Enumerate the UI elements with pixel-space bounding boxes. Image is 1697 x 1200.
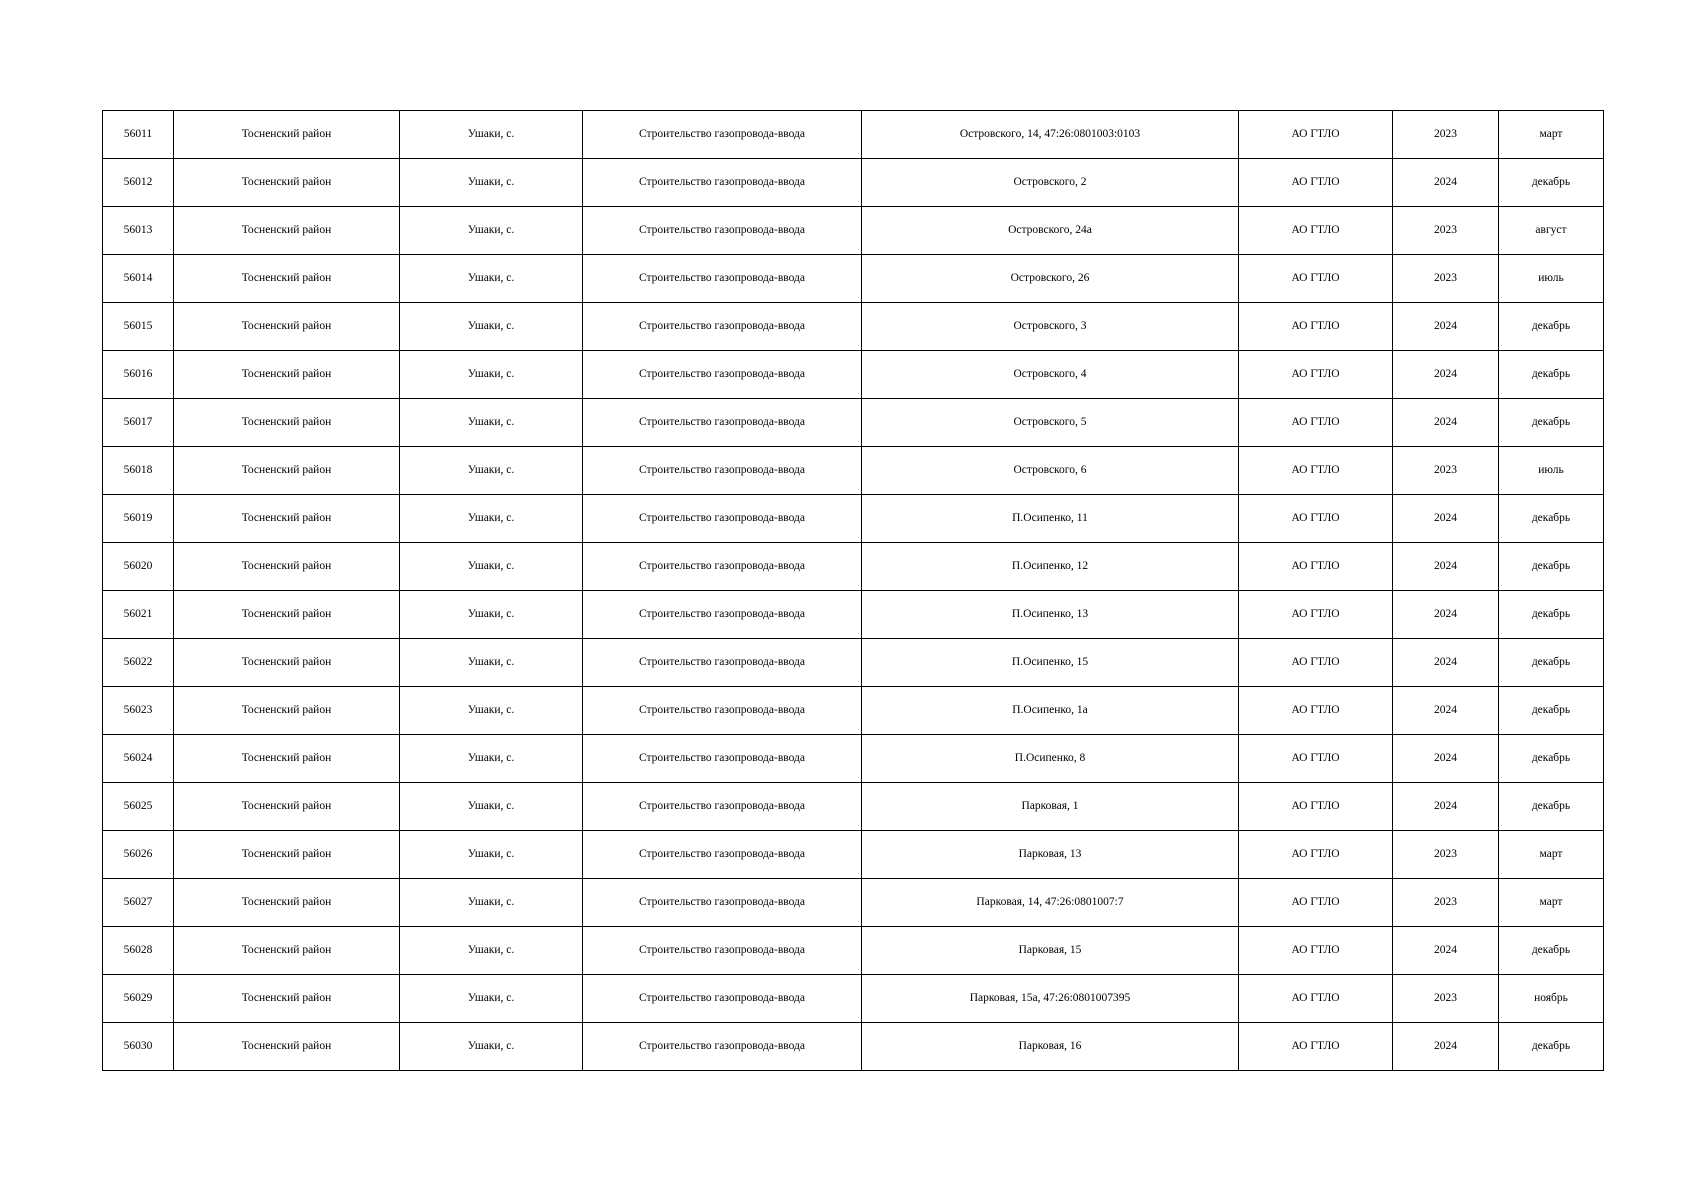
cell-address: П.Осипенко, 11 [862, 495, 1239, 543]
cell-record-id: 56012 [103, 159, 174, 207]
cell-work-type: Строительство газопровода-ввода [583, 543, 862, 591]
cell-address: Парковая, 1 [862, 783, 1239, 831]
cell-work-type: Строительство газопровода-ввода [583, 447, 862, 495]
cell-record-id: 56019 [103, 495, 174, 543]
table-row [103, 639, 1604, 687]
cell-record-id: 56029 [103, 975, 174, 1023]
cell-address: Островского, 14, 47:26:0801003:0103 [862, 111, 1239, 159]
cell-address: П.Осипенко, 12 [862, 543, 1239, 591]
table-row [103, 975, 1604, 1023]
cell-organization: АО ГТЛО [1239, 975, 1393, 1023]
cell-month: декабрь [1499, 639, 1604, 687]
cell-address: Островского, 26 [862, 255, 1239, 303]
cell-address: Островского, 4 [862, 351, 1239, 399]
cell-month: июль [1499, 255, 1604, 303]
table-row [103, 447, 1604, 495]
cell-district: Тосненский район [174, 831, 400, 879]
cell-month: декабрь [1499, 399, 1604, 447]
cell-organization: АО ГТЛО [1239, 303, 1393, 351]
table-body [103, 111, 1604, 1071]
cell-record-id: 56025 [103, 783, 174, 831]
cell-district: Тосненский район [174, 351, 400, 399]
cell-address: Островского, 5 [862, 399, 1239, 447]
cell-district: Тосненский район [174, 783, 400, 831]
cell-record-id: 56011 [103, 111, 174, 159]
cell-record-id: 56017 [103, 399, 174, 447]
cell-address: Парковая, 13 [862, 831, 1239, 879]
cell-organization: АО ГТЛО [1239, 399, 1393, 447]
cell-settlement: Ушаки, с. [400, 927, 583, 975]
cell-address: П.Осипенко, 15 [862, 639, 1239, 687]
cell-record-id: 56018 [103, 447, 174, 495]
cell-district: Тосненский район [174, 255, 400, 303]
cell-month: декабрь [1499, 543, 1604, 591]
cell-address: Островского, 6 [862, 447, 1239, 495]
table-row [103, 591, 1604, 639]
cell-district: Тосненский район [174, 207, 400, 255]
cell-settlement: Ушаки, с. [400, 111, 583, 159]
cell-work-type: Строительство газопровода-ввода [583, 111, 862, 159]
table-row [103, 399, 1604, 447]
cell-year: 2024 [1393, 159, 1499, 207]
cell-settlement: Ушаки, с. [400, 783, 583, 831]
cell-organization: АО ГТЛО [1239, 543, 1393, 591]
cell-district: Тосненский район [174, 639, 400, 687]
cell-work-type: Строительство газопровода-ввода [583, 351, 862, 399]
cell-organization: АО ГТЛО [1239, 879, 1393, 927]
cell-record-id: 56020 [103, 543, 174, 591]
table-row [103, 303, 1604, 351]
cell-year: 2023 [1393, 879, 1499, 927]
cell-work-type: Строительство газопровода-ввода [583, 1023, 862, 1071]
table-row [103, 927, 1604, 975]
table-row [103, 495, 1604, 543]
cell-record-id: 56014 [103, 255, 174, 303]
table-row [103, 1023, 1604, 1071]
table-row [103, 831, 1604, 879]
cell-month: декабрь [1499, 495, 1604, 543]
cell-month: ноябрь [1499, 975, 1604, 1023]
cell-year: 2024 [1393, 591, 1499, 639]
cell-address: П.Осипенко, 1а [862, 687, 1239, 735]
cell-settlement: Ушаки, с. [400, 303, 583, 351]
cell-month: декабрь [1499, 927, 1604, 975]
cell-settlement: Ушаки, с. [400, 879, 583, 927]
cell-organization: АО ГТЛО [1239, 1023, 1393, 1071]
cell-year: 2024 [1393, 639, 1499, 687]
cell-organization: АО ГТЛО [1239, 111, 1393, 159]
cell-record-id: 56022 [103, 639, 174, 687]
cell-address: П.Осипенко, 13 [862, 591, 1239, 639]
cell-district: Тосненский район [174, 303, 400, 351]
cell-address: Парковая, 16 [862, 1023, 1239, 1071]
cell-month: декабрь [1499, 687, 1604, 735]
cell-month: август [1499, 207, 1604, 255]
cell-year: 2024 [1393, 303, 1499, 351]
table-row [103, 879, 1604, 927]
table-row [103, 159, 1604, 207]
cell-settlement: Ушаки, с. [400, 159, 583, 207]
cell-district: Тосненский район [174, 495, 400, 543]
gasification-schedule-table [102, 110, 1604, 1071]
cell-district: Тосненский район [174, 159, 400, 207]
cell-work-type: Строительство газопровода-ввода [583, 399, 862, 447]
cell-district: Тосненский район [174, 543, 400, 591]
cell-year: 2023 [1393, 447, 1499, 495]
cell-settlement: Ушаки, с. [400, 975, 583, 1023]
cell-record-id: 56023 [103, 687, 174, 735]
table-row [103, 111, 1604, 159]
cell-district: Тосненский район [174, 927, 400, 975]
cell-settlement: Ушаки, с. [400, 399, 583, 447]
table-row [103, 351, 1604, 399]
cell-year: 2023 [1393, 255, 1499, 303]
cell-record-id: 56024 [103, 735, 174, 783]
cell-month: декабрь [1499, 159, 1604, 207]
cell-work-type: Строительство газопровода-ввода [583, 879, 862, 927]
cell-year: 2024 [1393, 927, 1499, 975]
cell-month: март [1499, 831, 1604, 879]
cell-year: 2024 [1393, 783, 1499, 831]
cell-month: декабрь [1499, 591, 1604, 639]
cell-settlement: Ушаки, с. [400, 687, 583, 735]
cell-organization: АО ГТЛО [1239, 159, 1393, 207]
cell-record-id: 56016 [103, 351, 174, 399]
cell-address: Островского, 2 [862, 159, 1239, 207]
cell-record-id: 56028 [103, 927, 174, 975]
cell-address: П.Осипенко, 8 [862, 735, 1239, 783]
cell-settlement: Ушаки, с. [400, 735, 583, 783]
cell-district: Тосненский район [174, 975, 400, 1023]
cell-organization: АО ГТЛО [1239, 783, 1393, 831]
table-row [103, 735, 1604, 783]
cell-organization: АО ГТЛО [1239, 591, 1393, 639]
cell-work-type: Строительство газопровода-ввода [583, 927, 862, 975]
cell-organization: АО ГТЛО [1239, 927, 1393, 975]
table-row [103, 687, 1604, 735]
cell-organization: АО ГТЛО [1239, 495, 1393, 543]
cell-work-type: Строительство газопровода-ввода [583, 207, 862, 255]
cell-district: Тосненский район [174, 687, 400, 735]
cell-district: Тосненский район [174, 111, 400, 159]
cell-settlement: Ушаки, с. [400, 639, 583, 687]
cell-work-type: Строительство газопровода-ввода [583, 975, 862, 1023]
cell-month: декабрь [1499, 351, 1604, 399]
cell-organization: АО ГТЛО [1239, 735, 1393, 783]
cell-address: Парковая, 15а, 47:26:0801007395 [862, 975, 1239, 1023]
cell-settlement: Ушаки, с. [400, 1023, 583, 1071]
cell-year: 2023 [1393, 975, 1499, 1023]
cell-organization: АО ГТЛО [1239, 255, 1393, 303]
cell-record-id: 56026 [103, 831, 174, 879]
cell-month: март [1499, 111, 1604, 159]
cell-work-type: Строительство газопровода-ввода [583, 303, 862, 351]
cell-district: Тосненский район [174, 735, 400, 783]
cell-year: 2024 [1393, 735, 1499, 783]
cell-district: Тосненский район [174, 591, 400, 639]
cell-year: 2024 [1393, 1023, 1499, 1071]
cell-address: Парковая, 15 [862, 927, 1239, 975]
table-row [103, 543, 1604, 591]
cell-organization: АО ГТЛО [1239, 639, 1393, 687]
cell-year: 2024 [1393, 495, 1499, 543]
cell-work-type: Строительство газопровода-ввода [583, 783, 862, 831]
cell-year: 2023 [1393, 111, 1499, 159]
cell-settlement: Ушаки, с. [400, 831, 583, 879]
cell-month: декабрь [1499, 783, 1604, 831]
cell-work-type: Строительство газопровода-ввода [583, 639, 862, 687]
cell-settlement: Ушаки, с. [400, 207, 583, 255]
cell-address: Островского, 3 [862, 303, 1239, 351]
cell-record-id: 56027 [103, 879, 174, 927]
cell-work-type: Строительство газопровода-ввода [583, 831, 862, 879]
cell-organization: АО ГТЛО [1239, 447, 1393, 495]
cell-year: 2024 [1393, 351, 1499, 399]
cell-settlement: Ушаки, с. [400, 255, 583, 303]
cell-month: декабрь [1499, 735, 1604, 783]
cell-district: Тосненский район [174, 399, 400, 447]
cell-work-type: Строительство газопровода-ввода [583, 495, 862, 543]
cell-work-type: Строительство газопровода-ввода [583, 159, 862, 207]
cell-settlement: Ушаки, с. [400, 543, 583, 591]
cell-record-id: 56021 [103, 591, 174, 639]
cell-month: март [1499, 879, 1604, 927]
cell-organization: АО ГТЛО [1239, 207, 1393, 255]
cell-record-id: 56030 [103, 1023, 174, 1071]
cell-settlement: Ушаки, с. [400, 591, 583, 639]
cell-month: декабрь [1499, 1023, 1604, 1071]
cell-work-type: Строительство газопровода-ввода [583, 687, 862, 735]
table-row [103, 207, 1604, 255]
cell-organization: АО ГТЛО [1239, 687, 1393, 735]
cell-year: 2023 [1393, 207, 1499, 255]
cell-year: 2024 [1393, 687, 1499, 735]
cell-work-type: Строительство газопровода-ввода [583, 735, 862, 783]
cell-settlement: Ушаки, с. [400, 447, 583, 495]
cell-year: 2024 [1393, 543, 1499, 591]
table-row [103, 783, 1604, 831]
cell-address: Парковая, 14, 47:26:0801007:7 [862, 879, 1239, 927]
cell-address: Островского, 24а [862, 207, 1239, 255]
cell-year: 2023 [1393, 831, 1499, 879]
cell-work-type: Строительство газопровода-ввода [583, 255, 862, 303]
cell-record-id: 56015 [103, 303, 174, 351]
cell-month: декабрь [1499, 303, 1604, 351]
cell-work-type: Строительство газопровода-ввода [583, 591, 862, 639]
cell-district: Тосненский район [174, 447, 400, 495]
cell-settlement: Ушаки, с. [400, 351, 583, 399]
cell-year: 2024 [1393, 399, 1499, 447]
cell-organization: АО ГТЛО [1239, 351, 1393, 399]
cell-settlement: Ушаки, с. [400, 495, 583, 543]
cell-district: Тосненский район [174, 1023, 400, 1071]
table-row [103, 255, 1604, 303]
cell-record-id: 56013 [103, 207, 174, 255]
cell-organization: АО ГТЛО [1239, 831, 1393, 879]
cell-month: июль [1499, 447, 1604, 495]
cell-district: Тосненский район [174, 879, 400, 927]
